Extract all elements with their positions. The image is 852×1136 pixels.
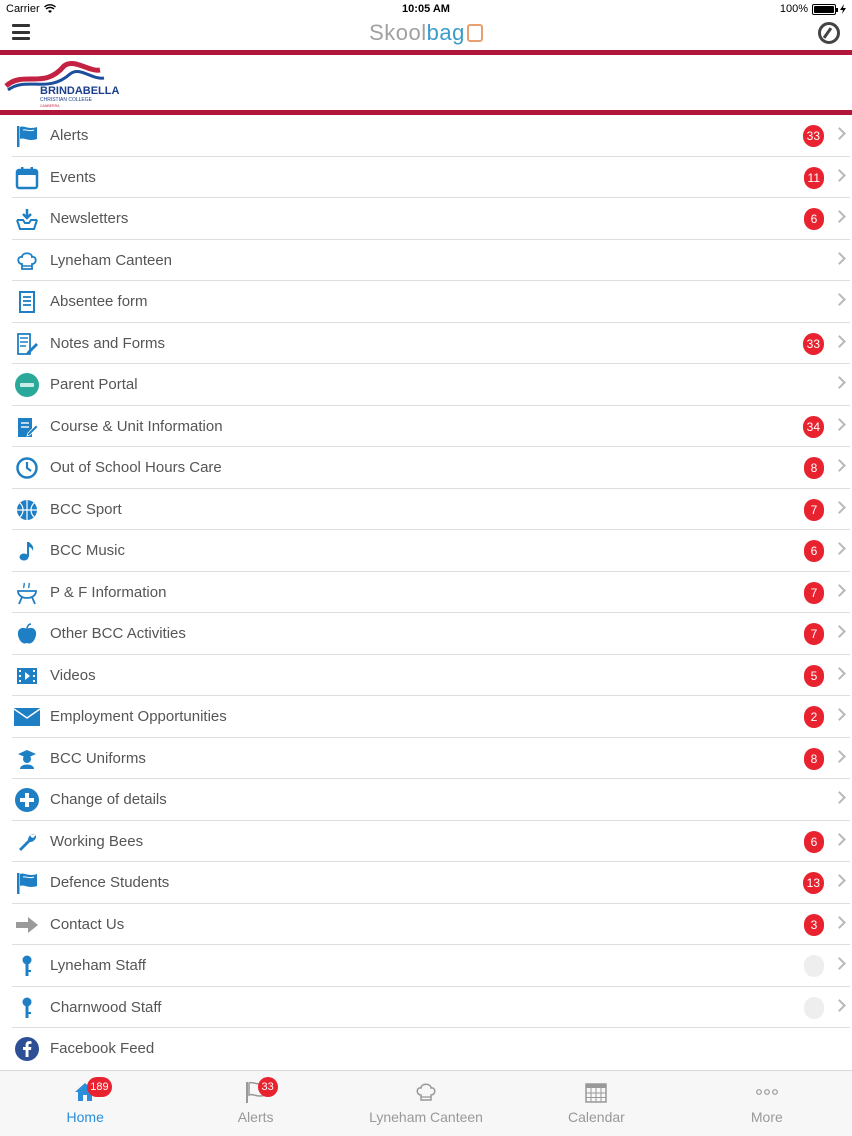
chevron-right-icon — [833, 625, 846, 638]
count-badge: 13 — [803, 872, 824, 894]
tab-label: Calendar — [568, 1109, 625, 1125]
menu-item-events[interactable] — [12, 157, 850, 199]
menu-item-label: BCC Music — [50, 542, 126, 559]
tab-lyneham-canteen[interactable] — [341, 1071, 511, 1136]
app-logo-part1: Skool — [369, 20, 427, 45]
menu-item-charnwood-staff[interactable] — [12, 987, 850, 1029]
menu-item-out-of-school-hours-care[interactable] — [12, 447, 850, 489]
chevron-right-icon — [833, 335, 846, 348]
menu-item-label: Newsletters — [50, 210, 129, 227]
barbecue-icon — [14, 580, 40, 606]
menu-item-newsletters[interactable] — [12, 198, 850, 240]
chevron-right-icon — [833, 750, 846, 763]
menu-item-absentee-form[interactable] — [12, 281, 850, 323]
school-subtitle: CHRISTIAN COLLEGE — [40, 97, 92, 103]
count-badge: 7 — [804, 582, 824, 604]
menu-item-label: Notes and Forms — [50, 334, 166, 352]
tab-label: More — [750, 1109, 783, 1125]
chevron-right-icon — [833, 916, 846, 929]
count-badge: 8 — [804, 457, 824, 479]
graduate-icon — [14, 746, 40, 772]
menu-item-parent-portal[interactable] — [12, 364, 850, 406]
key-icon — [14, 995, 40, 1021]
tab-label: Alerts — [237, 1109, 274, 1125]
status-right — [780, 3, 846, 15]
navigation-bar — [0, 18, 852, 50]
menu-item-employment-opportunities[interactable] — [12, 696, 850, 738]
menu-item-label: Events — [50, 168, 96, 186]
menu-item-label: Facebook Feed — [50, 1040, 155, 1057]
chevron-right-icon — [833, 791, 846, 804]
facebook-icon — [14, 1036, 40, 1062]
school-name: BRINDABELLA — [40, 85, 120, 97]
charging-icon — [840, 4, 846, 14]
count-badge: 2 — [804, 706, 824, 728]
school-logo — [4, 60, 134, 108]
tab-calendar[interactable] — [511, 1071, 681, 1136]
form-icon — [14, 289, 40, 315]
chevron-right-icon — [833, 459, 846, 472]
count-badge: 7 — [804, 499, 824, 521]
menu-item-bcc-sport[interactable] — [12, 489, 850, 531]
count-badge: 8 — [804, 748, 824, 770]
battery-percent: 100% — [779, 3, 808, 15]
menu-item-label: Charnwood Staff — [50, 998, 162, 1016]
apple-icon — [14, 621, 40, 647]
menu-item-defence-students[interactable] — [12, 862, 850, 904]
count-badge: 0 — [804, 997, 824, 1019]
tab-badge: 33 — [258, 1077, 278, 1097]
chevron-right-icon — [833, 584, 846, 597]
clock-icon — [14, 455, 40, 481]
menu-item-label: Change of details — [50, 791, 167, 808]
chevron-right-icon — [833, 708, 846, 721]
menu-item-label: Defence Students — [50, 874, 170, 891]
count-badge: 3 — [804, 914, 824, 936]
film-icon — [14, 663, 40, 689]
sync-icon[interactable] — [818, 22, 840, 44]
menu-item-bcc-music[interactable] — [12, 530, 850, 572]
chevron-right-icon — [833, 501, 846, 514]
chevron-right-icon — [833, 252, 846, 265]
envelope-icon — [14, 704, 40, 730]
calendar-icon — [14, 165, 40, 191]
menu-item-label: BCC Uniforms — [50, 749, 146, 767]
chevron-right-icon — [833, 127, 846, 140]
menu-item-label: BCC Sport — [50, 500, 122, 518]
tab-bar — [0, 1070, 852, 1136]
count-badge: 6 — [804, 831, 824, 853]
arrow-right-icon — [14, 912, 40, 938]
tab-alerts[interactable] — [170, 1071, 340, 1136]
menu-item-bcc-uniforms[interactable] — [12, 738, 850, 780]
carrier-label: Carrier — [6, 3, 40, 15]
school-banner — [0, 55, 852, 110]
more-dots-icon — [755, 1081, 779, 1103]
tab-label: Home — [66, 1109, 104, 1125]
flag-icon — [14, 870, 40, 896]
count-badge: 33 — [803, 125, 824, 147]
menu-item-contact-us[interactable] — [12, 904, 850, 946]
chevron-right-icon — [833, 999, 846, 1012]
menu-item-course-unit-information[interactable] — [12, 406, 850, 448]
menu-item-lyneham-staff[interactable] — [12, 945, 850, 987]
tab-home[interactable] — [0, 1071, 170, 1136]
chevron-right-icon — [833, 210, 846, 223]
app-logo-part2: bag — [426, 20, 465, 45]
notes-pencil-icon — [14, 331, 40, 357]
menu-item-alerts[interactable] — [12, 115, 850, 157]
menu-item-label: P & F Information — [50, 583, 167, 601]
tab-more[interactable] — [682, 1071, 852, 1136]
inbox-download-icon — [14, 206, 40, 232]
count-badge: 5 — [804, 665, 824, 687]
battery-fill — [814, 6, 834, 13]
status-time: 10:05 AM — [402, 3, 450, 15]
menu-item-other-bcc-activities[interactable] — [12, 613, 850, 655]
status-bar — [0, 0, 852, 18]
chevron-right-icon — [833, 833, 846, 846]
count-badge: 33 — [803, 333, 824, 355]
menu-item-label: Videos — [50, 666, 96, 684]
calendar-grid-icon — [584, 1081, 608, 1103]
plus-circle-icon — [14, 787, 40, 813]
menu-item-label: Working Bees — [50, 832, 144, 850]
count-badge: 6 — [804, 208, 824, 230]
menu-item-change-of-details[interactable] — [12, 779, 850, 821]
school-city: CANBERRA — [40, 104, 60, 108]
tab-label: Lyneham Canteen — [369, 1109, 483, 1125]
key-icon — [14, 953, 40, 979]
chef-hat-icon — [414, 1081, 438, 1103]
chevron-right-icon — [833, 667, 846, 680]
count-badge: 34 — [803, 416, 824, 438]
menu-item-label: Other BCC Activities — [50, 625, 186, 642]
flag-icon — [14, 123, 40, 149]
menu-item-label: Lyneham Staff — [50, 957, 146, 974]
menu-item-label: Parent Portal — [50, 376, 138, 393]
menu-item-facebook-feed[interactable] — [12, 1028, 850, 1070]
menu-item-videos[interactable] — [12, 655, 850, 697]
menu-list — [12, 115, 850, 1070]
chevron-right-icon — [833, 957, 846, 970]
chevron-right-icon — [833, 293, 846, 306]
menu-item-label: Out of School Hours Care — [50, 459, 222, 476]
count-badge: 6 — [804, 540, 824, 562]
document-pencil-icon — [14, 414, 40, 440]
chevron-right-icon — [833, 376, 846, 389]
chevron-right-icon — [833, 418, 846, 431]
wrench-icon — [14, 829, 40, 855]
count-badge: 0 — [804, 955, 824, 977]
menu-item-notes-and-forms[interactable] — [12, 323, 850, 365]
menu-item-label: Contact Us — [50, 915, 125, 933]
menu-item-p-and-f-information[interactable] — [12, 572, 850, 614]
menu-item-label: Absentee form — [50, 293, 148, 310]
chevron-right-icon — [833, 169, 846, 182]
menu-item-label: Employment Opportunities — [50, 708, 227, 725]
portal-circle-icon — [14, 372, 40, 398]
chef-hat-icon — [14, 248, 40, 274]
music-note-icon — [14, 538, 40, 564]
menu-item-working-bees[interactable] — [12, 821, 850, 863]
schoolbag-icon — [467, 24, 483, 42]
chevron-right-icon — [833, 874, 846, 887]
menu-item-label: Lyneham Canteen — [50, 251, 173, 269]
menu-item-label: Alerts — [50, 127, 89, 144]
menu-item-lyneham-canteen[interactable] — [12, 240, 850, 282]
battery-icon — [812, 4, 836, 15]
count-badge: 11 — [804, 167, 824, 189]
app-logo — [0, 20, 852, 46]
count-badge: 7 — [804, 623, 824, 645]
tab-badge: 189 — [87, 1077, 111, 1097]
basketball-icon — [14, 497, 40, 523]
chevron-right-icon — [833, 542, 846, 555]
menu-item-label: Course & Unit Information — [50, 417, 223, 435]
